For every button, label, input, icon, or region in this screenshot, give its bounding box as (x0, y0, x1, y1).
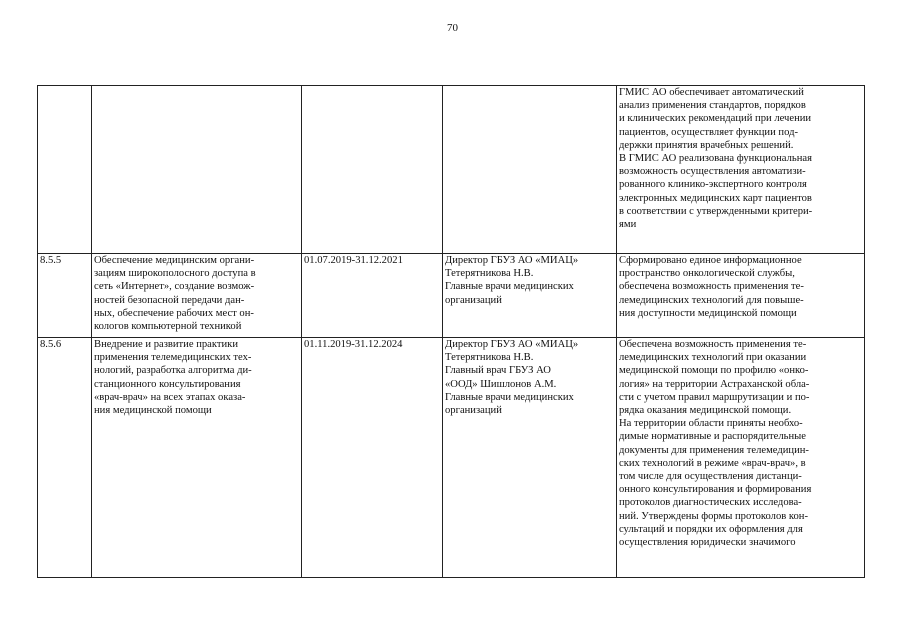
plan-table (37, 85, 865, 578)
result-cell-line: Сформировано единое информационное (619, 255, 802, 266)
responsible-cell-line: Главный врач ГБУЗ АО (445, 365, 551, 377)
event-cell-line: нологий, разработка алгоритма ди- (94, 365, 252, 377)
result-cell-line: логия» на территории Астраханской обла- (619, 378, 810, 390)
item-number-cell (38, 86, 92, 254)
period-cell: 01.11.2019-31.12.2024 (302, 338, 443, 578)
event-cell-line: станционного консультирования (94, 378, 241, 390)
table-row (38, 86, 865, 254)
event-cell-line: сеть «Интернет», создание возмож- (94, 281, 255, 293)
result-cell-line: медицинской помощи по профилю «онко- (619, 365, 809, 377)
responsible-cell-line: Тетерятникова Н.В. (445, 352, 534, 364)
item-number-cell: 8.5.5 (38, 254, 92, 338)
event-cell-line: применения телемедицинских тех- (94, 352, 252, 364)
event-cell-line: кологов компьютерной техникой (94, 321, 242, 333)
responsible-cell-line: организаций (445, 405, 502, 417)
result-cell-line: ями (619, 219, 637, 231)
responsible-cell (443, 254, 617, 338)
result-cell-line: ния доступности медицинской помощи (619, 307, 797, 319)
item-number-cell: 8.5.6 (38, 338, 92, 578)
event-cell-line: Внедрение и развитие практики (94, 339, 238, 350)
responsible-cell-line: Директор ГБУЗ АО «МИАЦ» (445, 339, 579, 350)
plan-table-body (38, 86, 865, 578)
result-cell-line: и клинических рекомендаций при лечении (619, 113, 812, 125)
responsible-cell (443, 338, 617, 578)
result-cell-line: На территории области приняты необхо- (619, 418, 803, 430)
result-cell-line: лемедицинских технологий при оказании (619, 352, 807, 364)
result-cell-line: рованного клинико-экспертного контроля (619, 179, 807, 191)
responsible-cell-line: «ООД» Шишлонов А.М. (445, 378, 557, 390)
responsible-cell-line: Главные врачи медицинских (445, 281, 574, 293)
result-cell-line: осуществления юридически значимого (619, 537, 796, 549)
result-cell-line: электронных медицинских карт пациентов (619, 192, 812, 204)
result-cell-line: протоколов диагностических исследова- (619, 497, 802, 509)
result-cell (617, 254, 865, 338)
responsible-cell-line: Главные врачи медицинских (445, 391, 574, 403)
result-cell-line: сультаций и порядки их оформления для (619, 523, 803, 535)
result-cell-line: обеспечена возможность применения те- (619, 281, 804, 293)
result-cell (617, 86, 865, 254)
result-cell-line: лемедицинских технологий для повыше- (619, 294, 804, 306)
result-cell-line: димые нормативные и распорядительные (619, 431, 806, 443)
event-cell-line: зациям широкополосного доступа в (94, 268, 256, 280)
result-cell-line: том числе для осуществления дистанци- (619, 471, 802, 483)
result-cell-line: рядка оказания медицинской помощи. (619, 405, 792, 417)
result-cell-line: ГМИС АО обеспечивает автоматический (619, 87, 804, 98)
result-cell-line: ний. Утверждены формы протоколов кон- (619, 510, 809, 522)
responsible-cell (443, 86, 617, 254)
responsible-cell-line: Тетерятникова Н.В. (445, 268, 534, 280)
result-cell-line: анализ применения стандартов, порядков (619, 100, 806, 112)
event-cell (92, 338, 302, 578)
result-cell-line: В ГМИС АО реализована функциональная (619, 153, 812, 165)
result-cell-line: пациентов, осуществляет функции под- (619, 126, 798, 138)
result-cell-line: пространство онкологической службы, (619, 268, 795, 280)
event-cell-line: ных, обеспечение рабочих мест он- (94, 307, 254, 319)
result-cell-line: возможность осуществления автоматизи- (619, 166, 806, 178)
table-row (38, 338, 865, 578)
result-cell-line: сти с учетом правил маршрутизации и по- (619, 391, 810, 403)
event-cell-line: ния медицинской помощи (94, 405, 212, 417)
period-cell (302, 86, 443, 254)
table-row (38, 254, 865, 338)
responsible-cell-line: Директор ГБУЗ АО «МИАЦ» (445, 255, 579, 266)
page-number: 70 (447, 22, 458, 34)
result-cell-line: ских технологий в режиме «врач-врач», в (619, 457, 806, 469)
responsible-cell-line: организаций (445, 294, 502, 306)
event-cell (92, 254, 302, 338)
event-cell-line: Обеспечение медицинским органи- (94, 255, 255, 266)
result-cell-line: документы для применения телемедицин- (619, 444, 809, 456)
result-cell-line: в соответствии с утвержденными критери- (619, 205, 813, 217)
event-cell-line: «врач-врач» на всех этапах оказа- (94, 391, 246, 403)
result-cell-line: Обеспечена возможность применения те- (619, 339, 807, 350)
result-cell (617, 338, 865, 578)
result-cell-line: держки принятия врачебных решений. (619, 139, 794, 151)
result-cell-line: онного консультирования и формирования (619, 484, 812, 496)
event-cell-line: ностей безопасной передачи дан- (94, 294, 245, 306)
event-cell (92, 86, 302, 254)
period-cell: 01.07.2019-31.12.2021 (302, 254, 443, 338)
